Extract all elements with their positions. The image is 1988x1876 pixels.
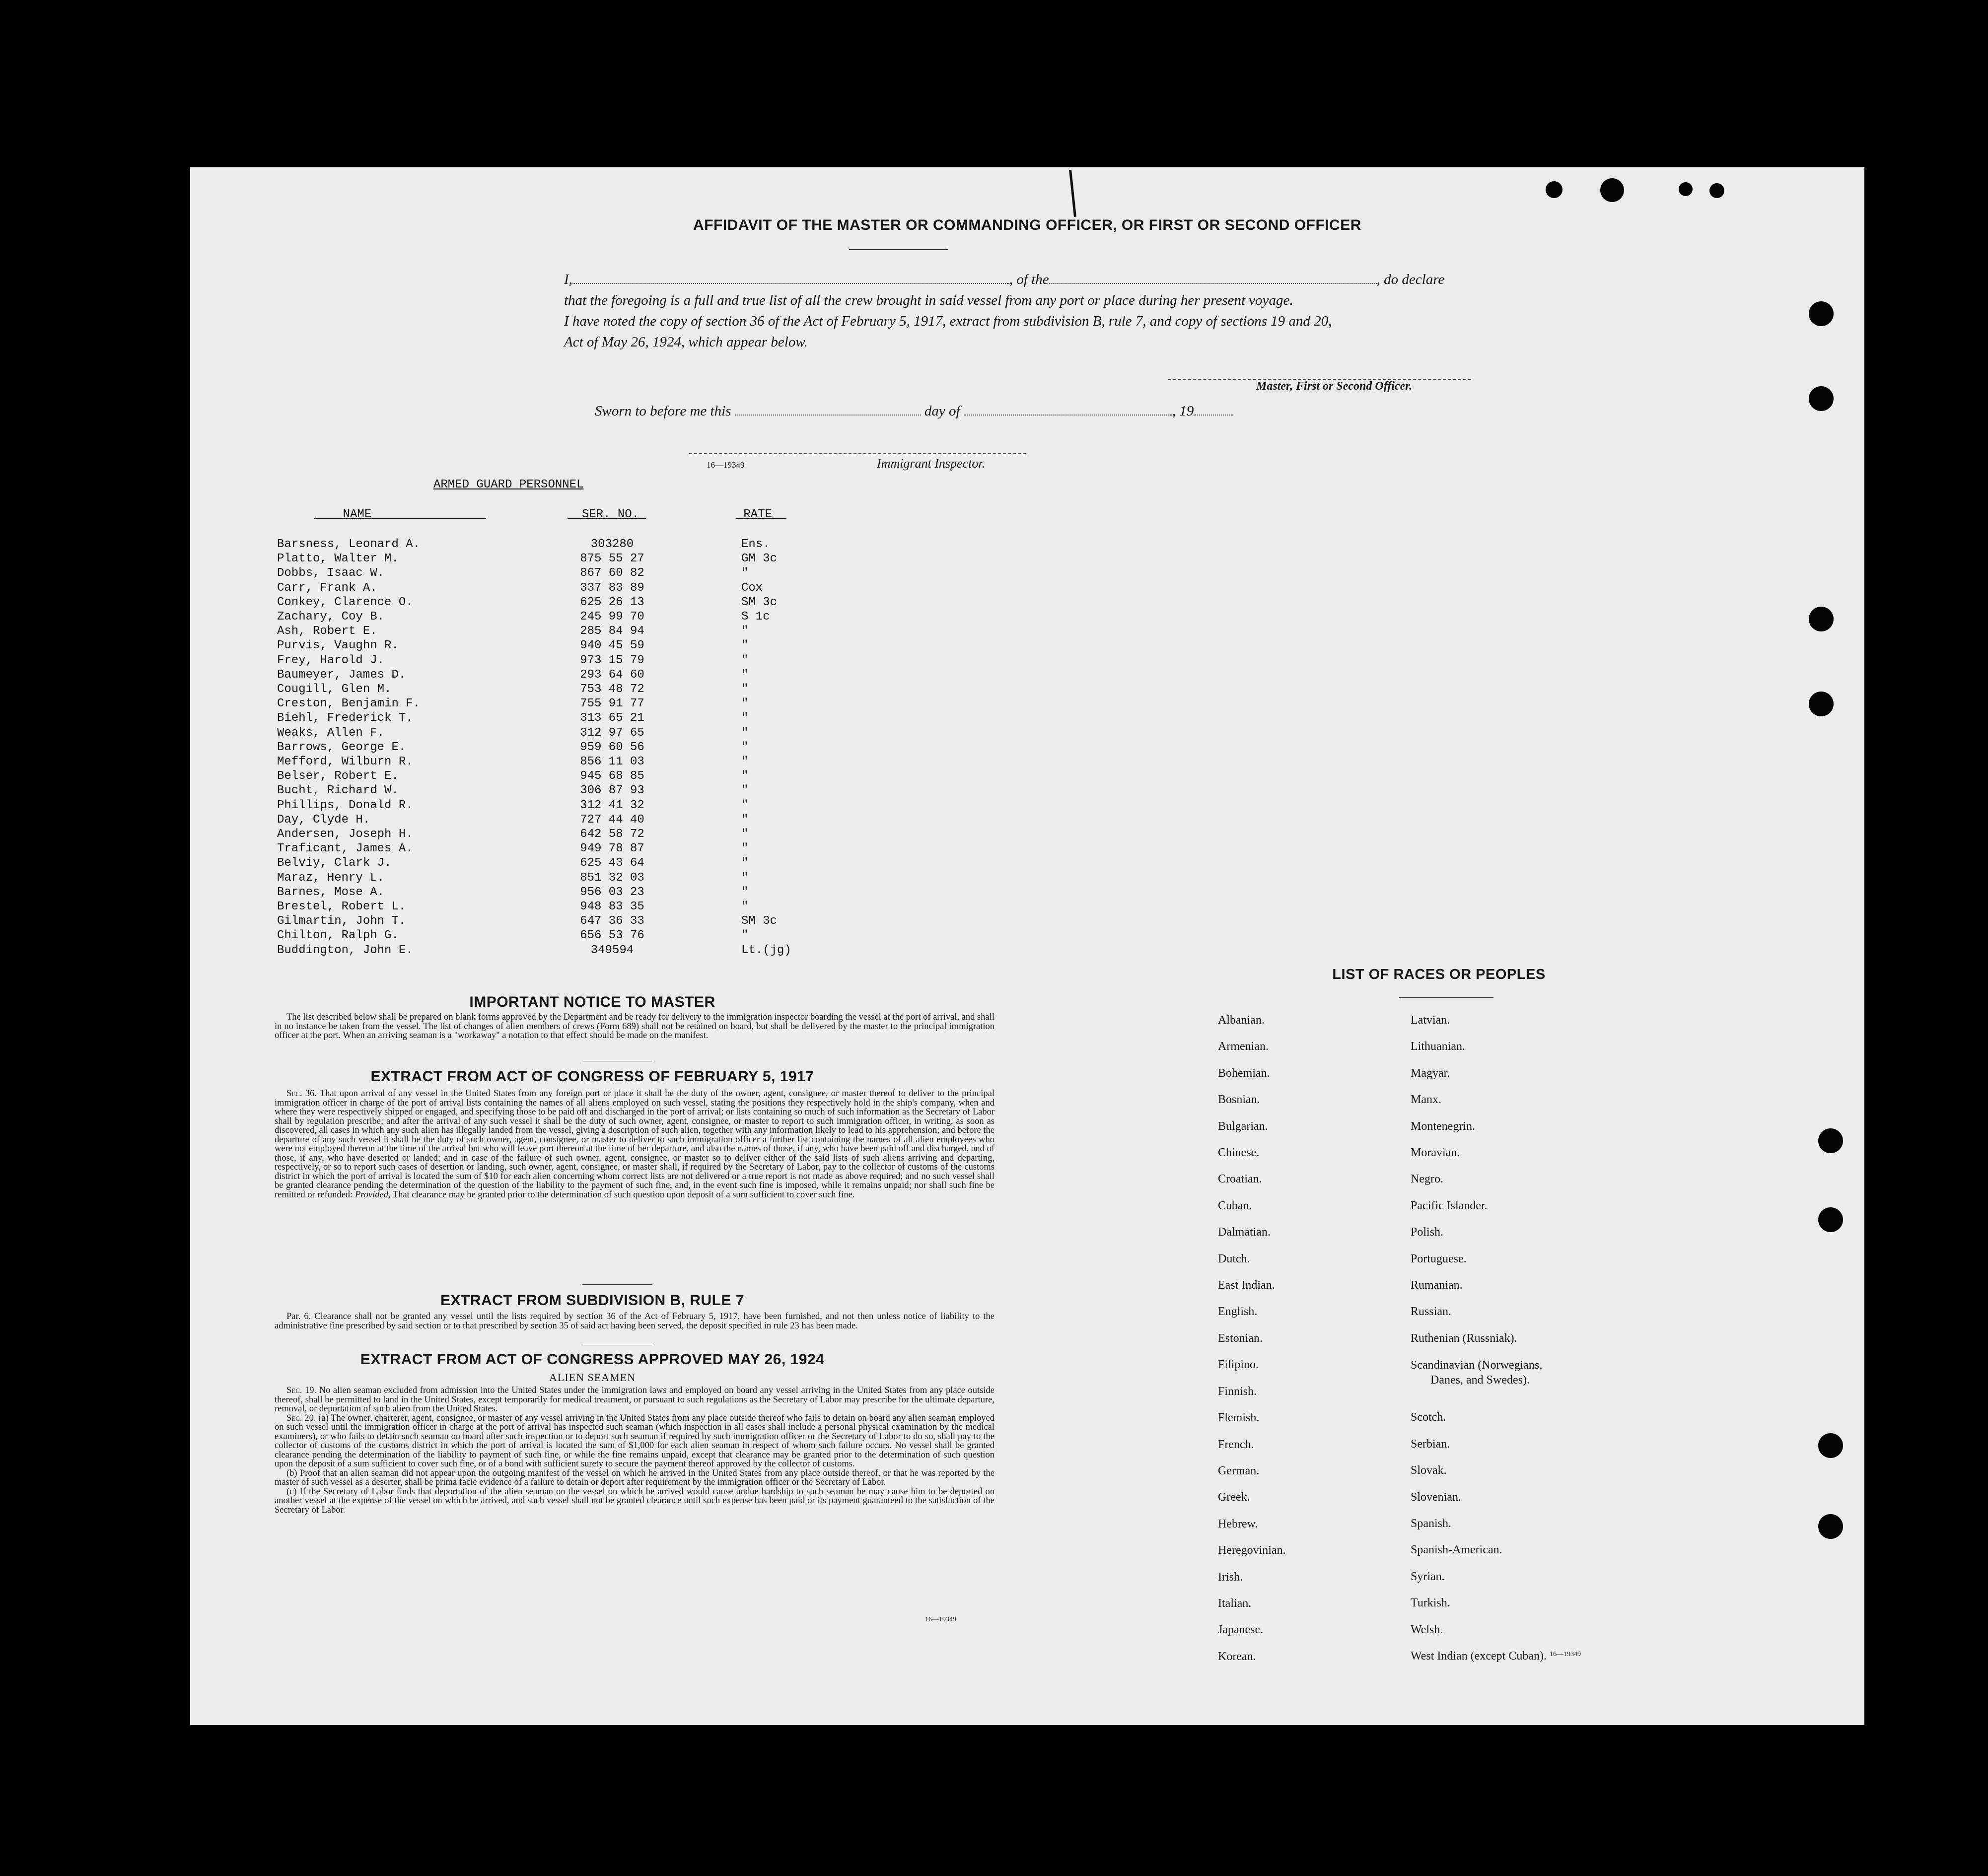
affidavit-line-1 [564,269,1582,290]
race-item: Heregovinian. [1218,1544,1286,1557]
manifest-page [190,167,1864,1725]
provided-label: Provided, [355,1189,391,1200]
binder-hole [1818,1128,1843,1153]
notice-text: The list described below shall be prepared on blank forms approved by the Department and be ready for delivery to the immigration inspector boarding the vessel at the port of arrival, and shall in no instance be taken from the vessel. The list of changes of alien members of crews (Form 689) shall not be retained on board, but shall be delivered by the master to the principal immigration officer at the port. When an arriving seaman is a "workaway" a notation to that effect should be made on the manifest. [275,1012,994,1041]
crew-name-cell: Purvis, Vaughn R. [277,639,399,653]
crew-ser-cell: 875 55 27 [580,552,644,566]
crew-ser-cell: 956 03 23 [580,885,644,899]
header-ser-no: SER. NO. [581,508,639,521]
race-item: Russian. [1411,1305,1452,1319]
affidavit-line-3: I have noted the copy of section 36 of the Act of February 5, 1917, extract from subdivision B, rule 7, and copy of sections 19 and 20, [564,313,1332,329]
sec-19-text: No alien seaman excluded from admission into the United States under the immigration laws and employed on board any vessel arriving in the United States from any place outside thereof, shall be permitted to land in the United States, except temporarily for medical treatment, or pursuant to such regulations as the Secretary of Labor may prescribe for the ultimate departure, removal, or deportation of such alien from the United States. [275,1386,994,1414]
vessel-name-field[interactable] [1049,269,1377,284]
races-right-column [1411,1007,1547,1669]
crew-rate-cell: " [741,683,749,696]
sworn-year-field[interactable] [1194,401,1233,416]
crew-name-cell: Day, Clyde H. [277,813,370,827]
crew-rate-cell: " [741,697,749,711]
race-item: Dutch. [1218,1252,1250,1265]
sec-20a-text: (a) The owner, charterer, agent, consignee, or master of any vessel arriving in the United States from any place outside thereof who fails to detain on board any alien seaman employed on such vessel until the immigration officer in charge at the port of arrival has inspected such seaman (which inspection in all cases shall include a personal physical examination by the medical examiners), or who fails to detain such seaman on board after such inspection or to deport such seaman if required by such immigration officer or the Secretary of Labor to do so, shall pay to the collector of customs of the customs district in which the port of arrival is located the sum of $1,000 for each alien seaman in respect of whom such failure occurs. No vessel shall be granted clearance pending the determination of the liability to payment of such fine, or while the fine remains unpaid, except that clearance may be granted prior to the determination of such question upon the deposit of a sum sufficient to cover such fine, or of a bond with sufficient surety to secure the payment thereof approved by the collector of customs. [275,1413,995,1469]
crew-name-cell: Barrows, George E. [277,740,406,754]
declarant-label: I, [564,272,572,287]
crew-name-cell: Carr, Frank A. [277,581,377,595]
race-item: German. [1218,1464,1260,1477]
crew-ser-cell: 625 26 13 [580,595,644,609]
affidavit-line-2: that the foregoing is a full and true list of all the crew brought in said vessel from any port or place during her present voyage. [564,292,1293,308]
crew-name-cell: Maraz, Henry L. [277,871,385,885]
crew-rate-cell: " [741,566,749,580]
crew-name-cell: Ash, Robert E. [277,625,377,638]
crew-rate-cell: " [741,871,749,885]
crew-ser-cell: 303280 [590,538,634,551]
sworn-label: Sworn to before me this [595,403,731,419]
crew-rate-cell: " [741,798,749,812]
crew-ser-cell: 312 97 65 [580,726,644,740]
crew-ser-cell: 727 44 40 [580,813,644,827]
vessel-label: , of the [1009,272,1049,287]
race-item: Armenian. [1218,1040,1269,1053]
race-item: Flemish. [1218,1411,1260,1425]
crew-rate-cell: " [741,755,749,769]
crew-ser-cell: 312 41 32 [580,798,644,812]
crew-rate-cell: " [741,885,749,899]
crew-name-cell: Biehl, Frederick T. [277,711,413,725]
crew-rate-cell: " [741,813,749,827]
race-item: Spanish. [1411,1517,1452,1530]
race-item: Manx. [1411,1093,1441,1107]
crew-rate-cell: SM 3c [741,914,778,928]
crew-name-cell: Zachary, Coy B. [277,610,385,624]
crew-rate-cell: Ens. [741,538,770,551]
crew-ser-cell: 285 84 94 [580,625,644,638]
crew-rate-cell: " [741,711,749,725]
crew-name-cell: Weaks, Allen F. [277,726,385,740]
sworn-month-field[interactable] [964,401,1172,416]
crew-rate-cell: Cox [741,581,763,595]
sworn-day-field[interactable] [735,401,921,416]
crew-rate-cell: " [741,653,749,667]
sworn-line [595,401,1233,421]
race-item: Pacific Islander. [1411,1199,1488,1212]
crew-name-cell: Barsness, Leonard A. [277,538,421,551]
crew-rate-cell: " [741,784,749,798]
header-rate: RATE [743,508,773,521]
crew-rate-cell: " [741,625,749,638]
crew-name-cell: Mefford, Wilburn R. [277,755,413,769]
crew-name-cell: Traficant, James A. [277,842,413,856]
alien-seamen-subtitle: ALIEN SEAMEN [549,1371,636,1384]
crew-rate-cell: " [741,726,749,740]
crew-name-cell: Chilton, Ralph G. [277,929,399,943]
binder-hole [1809,607,1834,631]
race-item: Ruthenian (Russniak). [1411,1331,1517,1345]
binder-hole [1809,386,1834,411]
header-name: NAME [343,508,372,521]
crew-ser-cell: 642 58 72 [580,828,644,841]
act-1917-text [275,1089,994,1199]
affidavit-text [564,269,1582,352]
year-label: , 19 [1172,403,1194,419]
crew-ser-cell: 973 15 79 [580,653,644,667]
race-item: Syrian. [1411,1570,1445,1583]
race-item: Bohemian. [1218,1066,1270,1080]
sec-36-text: That upon arrival of any vessel in the United States from any foreign port or place it shall be the duty of the owner, agent, consignee, or master thereof to deliver to the principal immigration officer in charge of the port of arrival lists containing the names of all aliens employed on such vessel, stating the positions they respectively hold in the ship's company, when and where they were respectively shipped or engaged, and specifying those to be paid off and discharged in the port of arrival; or lists containing so much of such information as the Secretary of Labor shall by regulation prescribe; and after the arrival of any such vessel it shall be the duty of such owner, agent, consignee, or master to report to such immigration officer, in writing, as soon as discovered, all cases in which any such alien has illegally landed from the vessel, giving a description of such alien, together with any information likely to lead to his apprehension; and before the departure of any such vessel it shall be the duty of such owner, agent, consignee, or master to deliver to such immigration officer a further list containing the names of all alien employees who were not employed thereon at the time of the arrival but who will leave port thereon at the time of her departure, and also the names of those, if any, who have been paid off and discharged, and of those, if any, who have deserted or landed; and in case of the failure of such owner, agent, consignee, or master so to deliver either of the said lists of such aliens arriving and departing, respectively, or so to report such cases of desertion or landing, such owner, agent, consignee, or master shall, if required by the Secretary of Labor, pay to the collector of customs of the customs district in which the port of arrival is located the sum of $10 for each alien concerning whom correct lists are not delivered or a true report is not made as above required; and no such vessel shall be granted clearance pending the determination of the question of the liability to the payment of such fine, and, in the event such fine is imposed, while it remains unpaid; nor shall such fine be remitted or refunded: [275,1089,995,1200]
affidavit-line-4: Act of May 26, 1924, which appear below. [564,334,808,350]
inspector-label: Immigrant Inspector. [877,456,986,471]
day-of-label: day of [924,403,960,419]
sec-19-label: Sec. 19. [286,1386,317,1395]
race-item: Greek. [1218,1491,1250,1504]
crew-ser-cell: 656 53 76 [580,929,644,943]
race-item: Japanese. [1218,1623,1264,1637]
race-item: Finnish. [1218,1385,1257,1398]
race-item: Negro. [1411,1173,1443,1186]
race-item: Scandinavian (Norwegians, [1411,1359,1543,1372]
races-rule [1399,997,1493,998]
sec-20-label: Sec. 20. [286,1413,316,1423]
race-item: Lithuanian. [1411,1040,1465,1053]
armed-guard-title: ARMED GUARD PERSONNEL [433,478,584,491]
race-item: Slovenian. [1411,1490,1461,1504]
race-item: Scotch. [1411,1411,1446,1424]
race-item: French. [1218,1438,1254,1451]
crew-rate-cell: " [741,828,749,841]
race-item: English. [1218,1305,1258,1319]
crew-ser-cell: 945 68 85 [580,769,644,783]
crew-ser-cell: 867 60 82 [580,566,644,580]
races-left-column [1218,1007,1286,1670]
race-item: Albanian. [1218,1014,1265,1027]
race-item-continuation: Danes, and Swedes). [1430,1374,1530,1387]
act-1917-title: EXTRACT FROM ACT OF CONGRESS OF FEBRUARY 5, 1917 [370,1068,814,1085]
crew-name-cell: Bucht, Richard W. [277,784,399,798]
crew-ser-column [565,537,659,958]
crew-name-cell: Cougill, Glen M. [277,683,392,696]
crew-name-cell: Dobbs, Isaac W. [277,566,385,580]
race-item: Cuban. [1218,1199,1252,1212]
race-item: Montenegrin. [1411,1119,1475,1133]
race-item: Moravian. [1411,1146,1460,1160]
declare-label: , do declare [1376,272,1445,287]
race-item: Magyar. [1411,1066,1450,1080]
punch-hole [1709,183,1724,198]
race-item: Irish. [1218,1570,1243,1584]
crew-ser-cell: 313 65 21 [580,711,644,725]
crew-rate-column [741,537,791,958]
race-item: Bulgarian. [1218,1119,1268,1133]
crew-rate-cell: " [741,842,749,856]
races-title: LIST OF RACES OR PEOPLES [1332,967,1546,982]
sec-20b-text: (b) Proof that an alien seaman did not appear upon the outgoing manifest of the vessel on which he arrived in the United States from any place outside thereof, or that he was reported by the master of such vessel as a deserter, shall be prima facie evidence of a failure to detain or deport after requirement by the immigration officer or the Secretary of Labor. [275,1468,994,1487]
crew-name-cell: Baumeyer, James D. [277,668,406,682]
rule-7-text: Par. 6. Clearance shall not be granted any vessel until the lists required by section 36 of the Act of February 5, 1917, have been furnished, and not then unless notice of liability to the administrative fine prescribed by said section or to that prescribed by section 35 of said act having been served, the deposit specified in rule 23 has been made. [275,1312,994,1331]
crew-name-cell: Phillips, Donald R. [277,798,413,812]
race-item: Dalmatian. [1218,1226,1271,1239]
punch-hole [1600,178,1624,202]
crew-name-cell: Belviy, Clark J. [277,856,392,870]
race-item: Serbian. [1411,1437,1450,1451]
crew-rate-cell: " [741,929,749,943]
race-item: Hebrew. [1218,1517,1258,1530]
master-label: Master, First or Second Officer. [1256,380,1413,393]
race-item: Filipino. [1218,1358,1259,1372]
affidavit-title: AFFIDAVIT OF THE MASTER OR COMMANDING OFFICER, OR FIRST OR SECOND OFFICER [693,217,1361,233]
crew-ser-cell: 337 83 89 [580,581,644,595]
race-item: Korean. [1218,1650,1256,1663]
crew-rate-cell: Lt.(jg) [741,943,791,957]
crew-rate-cell: SM 3c [741,595,778,609]
race-item: Welsh. [1411,1623,1443,1636]
binder-hole [1809,692,1834,716]
provided-text: That clearance may be granted prior to the determination of such question upon deposit of a sum sufficient to cover such fine. [392,1189,855,1200]
crew-ser-cell: 949 78 87 [580,842,644,856]
race-item: Turkish. [1411,1597,1450,1610]
crew-name-cell: Belser, Robert E. [277,769,399,783]
race-item: Latvian. [1411,1014,1450,1027]
binder-hole [1809,301,1834,326]
punch-hole [1679,182,1693,196]
affidavit-form-number: 16—19349 [707,460,745,470]
race-item: Bosnian. [1218,1093,1260,1107]
races-form-number: 16—19349 [1550,1651,1581,1658]
race-item: Portuguese. [1411,1252,1467,1265]
crew-name-cell: Frey, Harold J. [277,653,385,667]
sec-36-label: Sec. 36. [286,1089,317,1099]
binder-hole [1818,1514,1843,1539]
act-1917-rule [582,1284,652,1285]
race-item: Slovak. [1411,1464,1447,1477]
crew-ser-cell: 948 83 35 [580,900,644,914]
act-1924-text [275,1386,994,1515]
race-item: Polish. [1411,1226,1444,1239]
crew-name-cell: Barnes, Mose A. [277,885,385,899]
declarant-name-field[interactable] [572,269,1009,284]
crew-ser-cell: 306 87 93 [580,784,644,798]
crew-name-cell: Buddington, John E. [277,943,413,957]
crew-ser-cell: 245 99 70 [580,610,644,624]
notice-title: IMPORTANT NOTICE TO MASTER [469,994,715,1010]
crew-ser-cell: 293 64 60 [580,668,644,682]
crew-name-cell: Brestel, Robert L. [277,900,406,914]
crew-name-cell: Andersen, Joseph H. [277,828,413,841]
race-item: Italian. [1218,1597,1252,1610]
crew-rate-cell: " [741,769,749,783]
title-rule [849,249,948,250]
crew-rate-cell: " [741,856,749,870]
crew-rate-cell: " [741,639,749,653]
crew-ser-cell: 625 43 64 [580,856,644,870]
race-item: Rumanian. [1411,1279,1463,1292]
race-item: Chinese. [1218,1146,1260,1160]
race-item: Estonian. [1218,1331,1263,1345]
race-item: Croatian. [1218,1173,1262,1186]
crew-names-column [277,537,420,958]
crew-rate-cell: " [741,740,749,754]
crew-ser-cell: 940 45 59 [580,639,644,653]
rule-7-title: EXTRACT FROM SUBDIVISION B, RULE 7 [440,1292,745,1309]
crew-rate-cell: " [741,900,749,914]
scan-mark [1069,170,1076,217]
crew-ser-cell: 856 11 03 [580,755,644,769]
crew-ser-cell: 851 32 03 [580,871,644,885]
crew-name-cell: Conkey, Clarence O. [277,595,413,609]
crew-ser-cell: 647 36 33 [580,914,644,928]
act-1924-title: EXTRACT FROM ACT OF CONGRESS APPROVED MAY 26, 1924 [360,1351,825,1368]
crew-name-cell: Creston, Benjamin F. [277,697,421,711]
crew-rate-cell: GM 3c [741,552,778,566]
binder-hole [1818,1207,1843,1232]
sec-20c-text: (c) If the Secretary of Labor finds that deportation of the alien seaman on the vessel on which he arrived would cause undue hardship to such seaman he may cause him to be deported on another vessel at the expense of the vessel on which he arrived, and such vessel shall not be granted clearance until such expense has been paid or its payment guaranteed to the satisfaction of the Secretary of Labor. [275,1486,994,1515]
race-item: East Indian. [1218,1279,1275,1292]
act-1924-form-number: 16—19349 [925,1616,956,1623]
inspector-signature-line[interactable] [689,453,1026,454]
crew-name-cell: Platto, Walter M. [277,552,399,566]
crew-name-cell: Gilmartin, John T. [277,914,406,928]
punch-hole [1546,181,1562,198]
crew-ser-cell: 753 48 72 [580,683,644,696]
crew-ser-cell: 349594 [590,943,634,957]
crew-ser-cell: 959 60 56 [580,740,644,754]
crew-rate-cell: S 1c [741,610,770,624]
race-item: West Indian (except Cuban). [1411,1649,1547,1663]
binder-hole [1818,1433,1843,1458]
crew-rate-cell: " [741,668,749,682]
race-item: Spanish-American. [1411,1543,1502,1557]
crew-ser-cell: 755 91 77 [580,697,644,711]
